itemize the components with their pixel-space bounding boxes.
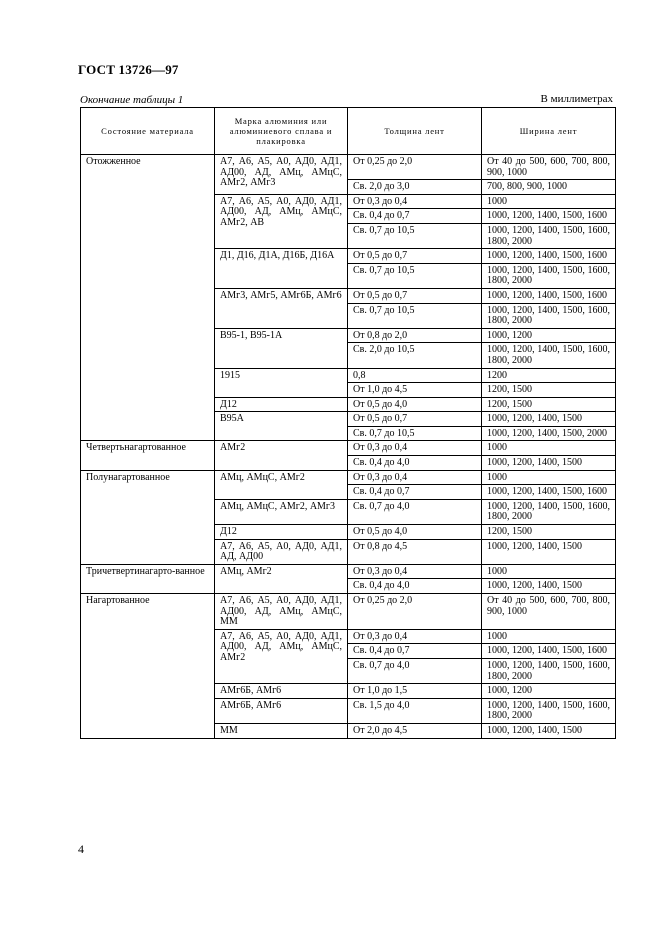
grade-cell: А7, А6, А5, А0, АД0, АД1, АД00, АД, АМц, АМцС, АМг2 [215, 629, 348, 683]
width-cell: 1200, 1500 [482, 383, 616, 398]
thickness-cell: Св. 0,4 до 0,7 [348, 209, 482, 224]
thickness-cell: Св. 0,4 до 4,0 [348, 456, 482, 471]
thickness-cell: От 0,3 до 0,4 [348, 441, 482, 456]
thickness-cell: От 0,5 до 0,7 [348, 249, 482, 264]
thickness-cell: От 1,0 до 4,5 [348, 383, 482, 398]
thickness-cell: От 0,3 до 0,4 [348, 629, 482, 644]
width-cell: 1000, 1200 [482, 328, 616, 343]
table-row [81, 441, 616, 456]
thickness-cell: От 0,8 до 4,5 [348, 539, 482, 564]
grade-cell: А7, А6, А5, А0, АД0, АД1, АД00, АД, АМц, АМцС, ММ [215, 594, 348, 630]
thickness-cell: От 0,25 до 2,0 [348, 155, 482, 180]
width-cell: 1200, 1500 [482, 397, 616, 412]
thickness-cell: Св. 0,4 до 4,0 [348, 579, 482, 594]
width-cell: 1000, 1200, 1400, 1500, 1600 [482, 249, 616, 264]
table-body [81, 155, 616, 739]
width-cell: 1200, 1500 [482, 525, 616, 540]
width-cell: 1000, 1200, 1400, 1500, 1600, 1800, 2000 [482, 499, 616, 524]
width-cell: 1000, 1200, 1400, 1500, 1600, 1800, 2000 [482, 658, 616, 683]
thickness-cell: От 0,8 до 2,0 [348, 328, 482, 343]
width-cell: 1000 [482, 441, 616, 456]
thickness-cell: От 0,5 до 0,7 [348, 412, 482, 427]
width-cell: 1200 [482, 368, 616, 383]
width-cell: 1000 [482, 194, 616, 209]
document-code: ГОСТ 13726—97 [78, 62, 179, 77]
width-cell: От 40 до 500, 600, 700, 800, 900, 1000 [482, 594, 616, 630]
grade-cell: АМг2 [215, 441, 348, 470]
width-cell: 1000, 1200, 1400, 1500 [482, 456, 616, 471]
thickness-cell: Св. 0,7 до 4,0 [348, 658, 482, 683]
grade-cell: Д12 [215, 397, 348, 412]
thickness-cell: От 0,3 до 0,4 [348, 194, 482, 209]
width-cell: 1000, 1200, 1400, 1500, 1600, 1800, 2000 [482, 223, 616, 248]
width-cell: 1000 [482, 470, 616, 485]
width-cell: 1000, 1200, 1400, 1500, 1600 [482, 209, 616, 224]
thickness-cell: От 0,5 до 0,7 [348, 288, 482, 303]
state-cell: Четвертьнагартованное [81, 441, 215, 470]
grade-cell: АМг6Б, АМг6 [215, 684, 348, 699]
width-cell: 1000 [482, 564, 616, 579]
width-cell: 1000, 1200, 1400, 1500, 1600, 1800, 2000 [482, 343, 616, 368]
state-cell: Нагартованное [81, 594, 215, 739]
thickness-cell: Св. 2,0 до 10,5 [348, 343, 482, 368]
column-header-thickness: Толщина лент [348, 108, 482, 155]
grade-cell: АМг6Б, АМг6 [215, 698, 348, 723]
grade-cell: 1915 [215, 368, 348, 397]
thickness-cell: Св. 0,4 до 0,7 [348, 485, 482, 500]
width-cell: 1000 [482, 629, 616, 644]
state-cell: Тричетвертинагарто-ванное [81, 564, 215, 593]
width-cell: 1000, 1200, 1400, 1500, 2000 [482, 426, 616, 441]
thickness-cell: От 1,0 до 1,5 [348, 684, 482, 699]
width-cell: 1000, 1200, 1400, 1500, 1600 [482, 485, 616, 500]
width-cell: 1000, 1200, 1400, 1500, 1600, 1800, 2000 [482, 698, 616, 723]
width-cell: 1000, 1200 [482, 684, 616, 699]
grade-cell: А7, А6, А5, А0, АД0, АД1, АД00, АД, АМц, АМцС, АМг2, АВ [215, 194, 348, 248]
state-cell: Полунагартованное [81, 470, 215, 564]
grade-cell: Д12 [215, 525, 348, 540]
thickness-cell: Св. 1,5 до 4,0 [348, 698, 482, 723]
column-header-state: Состояние материала [81, 108, 215, 155]
thickness-cell: От 0,3 до 0,4 [348, 564, 482, 579]
thickness-cell: От 0,5 до 4,0 [348, 525, 482, 540]
table-header-row [81, 108, 616, 155]
width-cell: 1000, 1200, 1400, 1500 [482, 412, 616, 427]
thickness-cell: Св. 0,7 до 10,5 [348, 426, 482, 441]
grade-cell: АМц, АМцС, АМг2 [215, 470, 348, 499]
grade-cell: В95-1, В95-1А [215, 328, 348, 368]
grade-cell: ММ [215, 723, 348, 738]
width-cell: 1000, 1200, 1400, 1500, 1600 [482, 644, 616, 659]
thickness-cell: Св. 0,7 до 10,5 [348, 223, 482, 248]
specification-table [80, 107, 616, 739]
grade-cell: Д1, Д16, Д1А, Д16Б, Д16А [215, 249, 348, 289]
thickness-cell: 0,8 [348, 368, 482, 383]
table-row [81, 155, 616, 180]
page-number: 4 [78, 842, 84, 856]
thickness-cell: Св. 2,0 до 3,0 [348, 180, 482, 195]
width-cell: 700, 800, 900, 1000 [482, 180, 616, 195]
thickness-cell: От 0,5 до 4,0 [348, 397, 482, 412]
table-row [81, 564, 616, 579]
table-row [81, 470, 616, 485]
thickness-cell: От 0,25 до 2,0 [348, 594, 482, 630]
grade-cell: АМц, АМцС, АМг2, АМг3 [215, 499, 348, 524]
thickness-cell: От 2,0 до 4,5 [348, 723, 482, 738]
width-cell: 1000, 1200, 1400, 1500, 1600, 1800, 2000 [482, 263, 616, 288]
width-cell: 1000, 1200, 1400, 1500 [482, 579, 616, 594]
thickness-cell: Св. 0,7 до 10,5 [348, 303, 482, 328]
grade-cell: АМц, АМг2 [215, 564, 348, 593]
thickness-cell: Св. 0,7 до 10,5 [348, 263, 482, 288]
width-cell: 1000, 1200, 1400, 1500, 1600 [482, 288, 616, 303]
units-note: В миллиметрах [540, 93, 613, 105]
thickness-cell: От 0,3 до 0,4 [348, 470, 482, 485]
thickness-cell: Св. 0,4 до 0,7 [348, 644, 482, 659]
grade-cell: А7, А6, А5, А0, АД0, АД1, АД00, АД, АМц, АМцС, АМг2, АМг3 [215, 155, 348, 195]
column-header-grade: Марка алюминия или алюминиевого сплава и плакировка [215, 108, 348, 155]
thickness-cell: Св. 0,7 до 4,0 [348, 499, 482, 524]
width-cell: 1000, 1200, 1400, 1500, 1600, 1800, 2000 [482, 303, 616, 328]
table-row [81, 594, 616, 630]
grade-cell: АМг3, АМг5, АМг6Б, АМг6 [215, 288, 348, 328]
state-cell: Отожженное [81, 155, 215, 441]
grade-cell: А7, А6, А5, А0, АД0, АД1, АД, АД00 [215, 539, 348, 564]
width-cell: 1000, 1200, 1400, 1500 [482, 723, 616, 738]
width-cell: От 40 до 500, 600, 700, 800, 900, 1000 [482, 155, 616, 180]
width-cell: 1000, 1200, 1400, 1500 [482, 539, 616, 564]
column-header-width: Ширина лент [482, 108, 616, 155]
table-caption: Окончание таблицы 1 [80, 94, 184, 106]
grade-cell: В95А [215, 412, 348, 441]
